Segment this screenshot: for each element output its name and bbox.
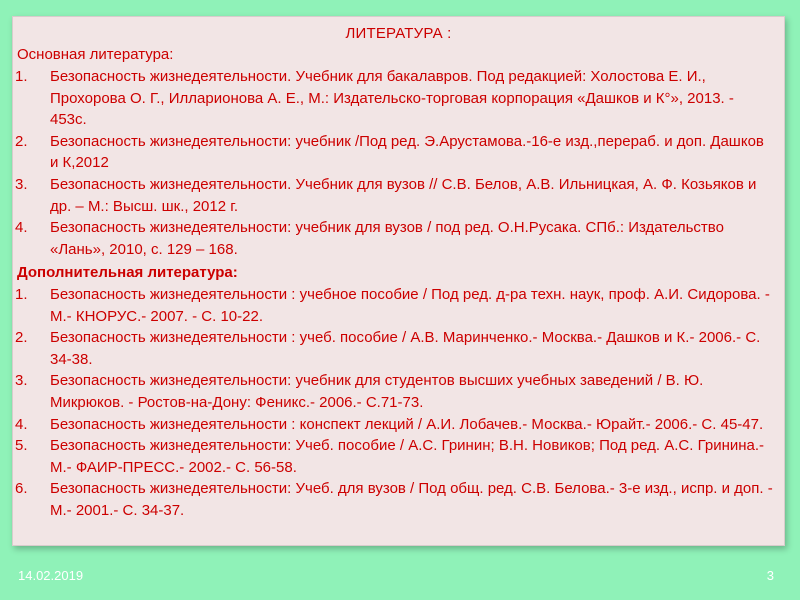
list-item: 2. Безопасность жизнедеятельности: учебник /Под ред. Э.Арустамова.-16-е изд.,перераб. и доп. Дашков и К,2012 xyxy=(15,132,764,172)
list-item: 3. Безопасность жизнедеятельности: учебник для студентов высших учебных заведений / В. Ю. Микрюков. - Ростов-на-Дону: Феникс.- 2006.- С.71-73. xyxy=(15,372,704,411)
list-item: 5. Безопасность жизнедеятельности: Учеб. пособие / А.С. Гринин; В.Н. Новиков; Под ред. А.С. Гринина.- М.- ФАИР-ПРЕСС.- 2002.- С. 56-58. xyxy=(15,437,765,476)
slide-heading: ЛИТЕРАТУРА : xyxy=(345,25,452,42)
main-literature-list xyxy=(13,66,773,260)
list-item: 4. Безопасность жизнедеятельности : конспект лекций / А.И. Лобачев.- Москва.- Юрайт.- 2006.- С. 45-47. xyxy=(15,415,764,433)
list-item: 3. Безопасность жизнедеятельности. Учебник для вузов // С.В. Белов, А.В. Ильницкая, А. Ф. Козьяков и др. – М.: Высш. шк., 2012 г. xyxy=(15,175,757,215)
list-item: 4. Безопасность жизнедеятельности: учебник для вузов / под ред. О.Н.Русака. СПб.: Издательство «Лань», 2010, с. 129 – 168. xyxy=(15,219,724,258)
page-number: 3 xyxy=(766,568,774,583)
list-item: 6. Безопасность жизнедеятельности: Учеб. для вузов / Под общ. ред. С.В. Белова.- 3-е изд., испр. и доп. - М.- 2001.- С. 34-37. xyxy=(15,480,773,519)
extra-literature-list xyxy=(13,284,773,522)
extra-literature-title: Дополнительная литература: xyxy=(17,264,238,281)
main-literature-title: Основная литература: xyxy=(17,46,174,63)
list-item: 1. Безопасность жизнедеятельности : учебное пособие / Под ред. д-ра техн. наук, проф. А.И. Сидорова. - М.- КНОРУС.- 2007. - С. 10-22. xyxy=(15,286,770,325)
list-item: 1. Безопасность жизнедеятельности. Учебник для бакалавров. Под редакцией: Холостова Е. И., Прохорова О. Г., Илларионова А. Е., М.: Издательско-торговая корпорация «Дашков и К°», 2013. - 453с. xyxy=(15,68,734,129)
slide-content-panel xyxy=(12,16,785,546)
list-item: 2. Безопасность жизнедеятельности : учеб. пособие / А.В. Маринченко.- Москва.- Дашков и К.- 2006.- С. 34-38. xyxy=(15,329,761,368)
footer-date: 14.02.2019 xyxy=(18,568,84,583)
